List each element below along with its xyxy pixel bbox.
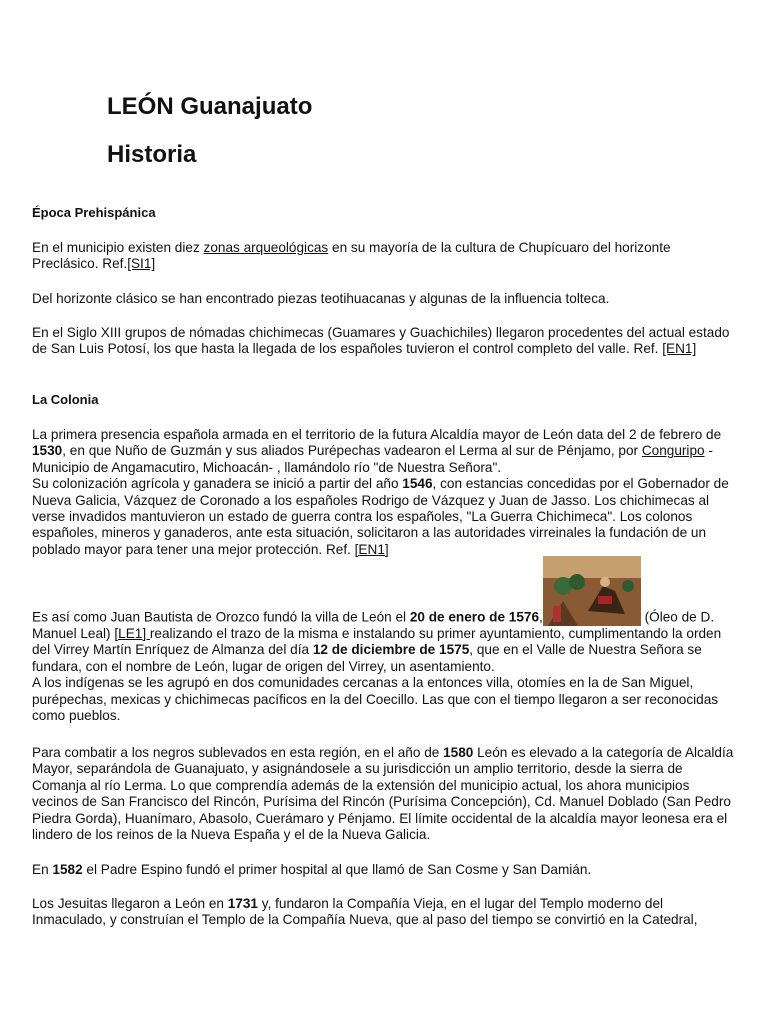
text: Su colonización agrícola y ganadera se inició a partir del año	[32, 476, 403, 492]
text: A los indígenas se les agrupó en dos comunidades cercanas a la entonces villa, otomíes en la de San Miguel, purépechas, mexicas y chichimecas pacíficos en la del Coecillo. Las que con el tiempo llegaron a ser reconocidas como pueblos.	[32, 675, 719, 724]
text: y, fundaron la Compañía Vieja, en el lugar del Templo moderno del Inmaculado, y construían el Templo de la Compañía Nueva, que al paso del tiempo se convirtió en la Catedral,	[32, 896, 698, 928]
text: En el Siglo XIII grupos de nómadas chichimecas (Guamares y Guachichiles) llegaron procedentes del actual estado de San Luis Potosí, los que hasta la llegada de los españoles tuvieron el control completo del valle. Ref.	[32, 325, 730, 357]
painting-image	[543, 556, 641, 626]
page-subtitle: Historia	[107, 141, 197, 168]
text: Es así como Juan Bautista de Orozco fundó la villa de León el	[32, 609, 410, 625]
text: - Municipio de Angamacutiro, Michoacán- , llamándolo río "de Nuestra Señora".	[32, 443, 713, 475]
paragraph-hospital	[32, 862, 738, 878]
paragraph-siglo-xiii	[32, 325, 738, 358]
text: , que en el Valle de Nuestra Señora se fundara, con el nombre de León, lugar de origen del Virrey, un asentamiento.	[32, 642, 702, 674]
text: ,	[539, 609, 543, 625]
text: en su mayoría de la cultura de Chupícuaro del horizonte Preclásico. Ref.	[32, 240, 671, 272]
ref-link-en1-b[interactable]: [EN1]	[354, 541, 389, 557]
bold-year: 1731	[227, 896, 258, 911]
bold-date: 12 de diciembre de 1575	[312, 642, 470, 658]
text: La primera presencia española armada en el territorio de la futura Alcaldía mayor de León data del 2 de febrero de	[32, 427, 722, 442]
bold-year: 1530	[32, 443, 63, 459]
bold-year: 1582	[52, 862, 83, 877]
bold-year: 1580	[443, 745, 474, 760]
text: (Óleo de D. Manuel Leal)	[32, 609, 715, 641]
paragraph-alcaldia-mayor	[32, 745, 738, 843]
bold-year: 1546	[402, 476, 433, 492]
paragraph-horizonte-clasico: Del horizonte clásico se han encontrado piezas teotihuacanas y algunas de la influencia tolteca.	[32, 291, 610, 306]
ref-link-en1[interactable]: [EN1]	[662, 341, 697, 357]
link-zonas-arqueologicas[interactable]: zonas arqueológicas	[203, 240, 329, 255]
text: Los Jesuitas llegaron a León en	[32, 896, 228, 911]
text: En el municipio existen diez	[32, 240, 204, 255]
text: En	[32, 862, 53, 877]
paragraph-fundacion	[32, 556, 738, 724]
paragraph-jesuitas	[32, 896, 738, 929]
paragraph-primera-presencia	[32, 427, 738, 558]
text: León es elevado a la categoría de Alcaldía Mayor, separándola de Guanajuato, y asignándosele a su jurisdicción un amplio territorio, desde la sierra de Comanja al río Lerma. Lo que comprendía además de la extensión del municipio actual, los ahora municipios vecinos de San Francisco del Rincón, Purísima del Rincón (Purísima Concepción), Cd. Manuel Doblado (San Pedro Piedra Gorda), Huanímaro, Abasolo, Cuerámaro y Pénjamo. El límite occidental de la alcaldía mayor leonesa era el lindero de los reinos de la Nueva España y el de la Nueva Galicia.	[32, 745, 734, 843]
ref-link-le1[interactable]: [LE1]	[114, 626, 150, 641]
page-title: LEÓN Guanajuato	[107, 93, 313, 120]
text: el Padre Espino fundó el primer hospital al que llamó de San Cosme y San Damián.	[82, 862, 592, 877]
text: realizando el trazo de la misma e instalando su primer ayuntamiento, cumplimentando la orden del Virrey Martín Enríquez de Almanza del día	[32, 626, 722, 658]
section-heading-colonia: La Colonia	[32, 392, 99, 407]
bold-date: 20 de enero de 1576	[409, 609, 540, 625]
paragraph-zonas	[32, 240, 738, 273]
text: , en que Nuño de Guzmán y sus aliados Purépechas vadearon el Lerma al sur de Pénjamo, por	[62, 443, 642, 459]
text: Para combatir a los negros sublevados en esta región, en el año de	[32, 745, 444, 760]
text: , con estancias concedidas por el Gobernador de Nueva Galicia, Vázquez de Coronado a los españoles Rodrigo de Vázquez y Juan de Jasso. Los chichimecas al verse invadidos mantuvieron un estado de guerra contra los españoles, "La Guerra Chichimeca". Los colonos españoles, mineros y ganaderos, ante esta situación, solicitaron a las autoridades virreinales la fundación de un poblado mayor para tener una mejor protección. Ref.	[32, 476, 729, 557]
ref-link-si1[interactable]: [SI1]	[127, 256, 156, 272]
section-heading-prehispanica: Época Prehispánica	[32, 205, 156, 220]
link-conguripo[interactable]: Conguripo	[641, 443, 705, 459]
